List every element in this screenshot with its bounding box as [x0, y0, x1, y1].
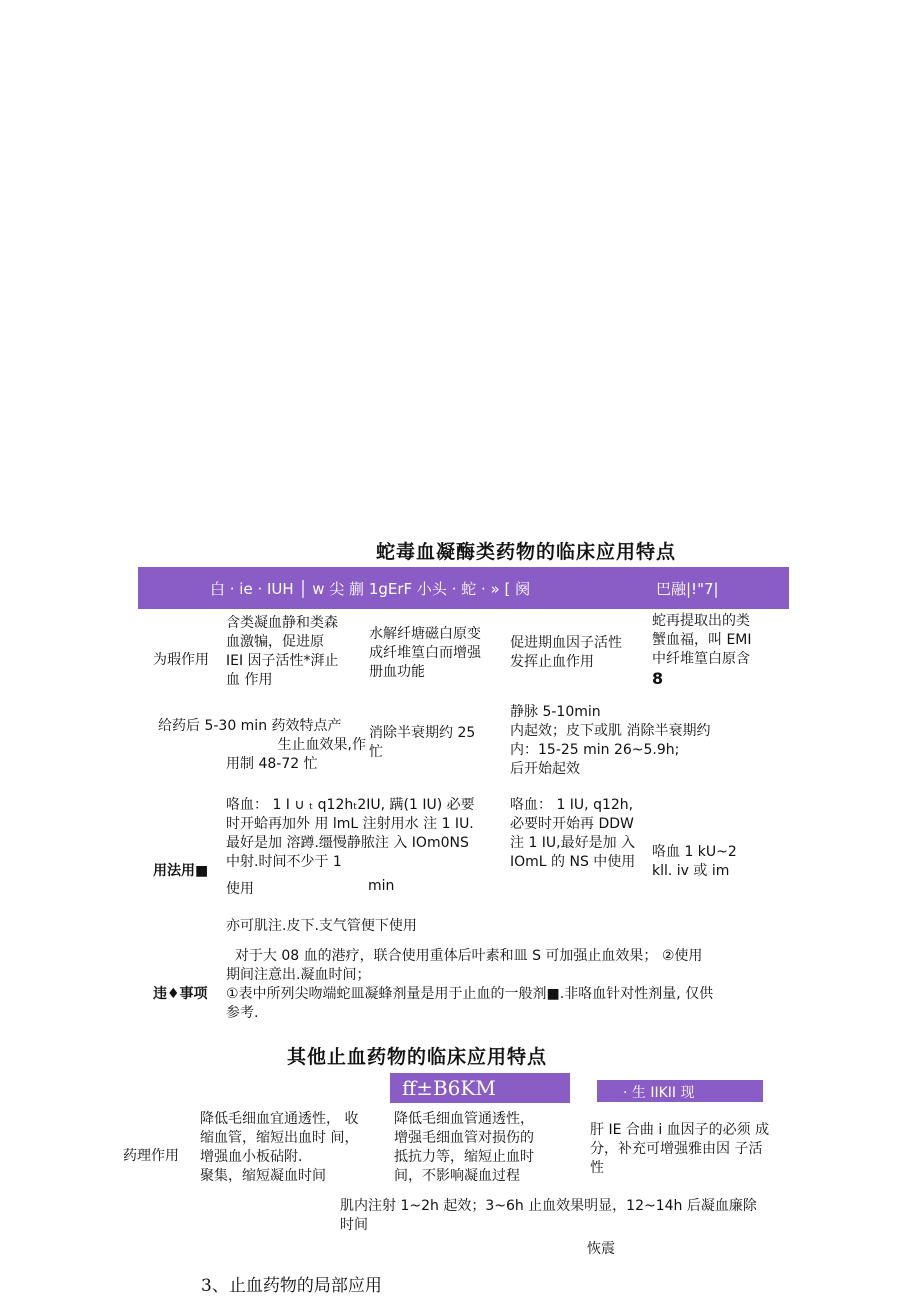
row-label-pharmacology: 为瑕作用	[153, 652, 209, 668]
table2-header-mid	[390, 1073, 570, 1103]
usage-tail-a: 使用	[226, 881, 254, 897]
text-line: 聚集，缩短凝血时间	[200, 1168, 326, 1184]
text-line: 忙	[369, 744, 383, 760]
text-line: 册血功能	[369, 664, 425, 680]
text-line: 中纤堆篁白原含	[652, 651, 750, 667]
text-line: 咯血： 1 IU, q12h,	[510, 797, 634, 813]
table1-title: 蛇毒血凝酶类药物的临床应用特点	[376, 541, 677, 563]
text-line: 成纤堆篁白而增强	[369, 645, 481, 661]
text-line: 分，补充可增强雅由因 子活	[590, 1141, 763, 1157]
text-line: 咯血 1 kU~2	[652, 844, 737, 860]
row-label-onset: 给药后 5-30 min 药效特点产	[158, 718, 342, 734]
text-line: 含类凝血静和类森	[226, 615, 338, 631]
text-line: 增强毛细血管对损伤的	[394, 1130, 534, 1146]
text-line: 降低毛细血宜通透性， 收	[200, 1111, 359, 1127]
table1-onset-col1	[226, 736, 366, 774]
table2-header-right	[597, 1080, 763, 1102]
text-line: 发挥止血作用	[510, 654, 594, 670]
text-line: 消除半衰期约 25	[369, 725, 476, 741]
table2-header-right-text: · 生 IIKII 现	[623, 1085, 695, 1101]
text-line: 抵抗力等，缩短止血时	[394, 1149, 534, 1165]
text-line: 缩血管，缩短出血时 间，	[200, 1130, 359, 1146]
usage-extra: 亦可肌注.皮下.支气管便下使用	[226, 918, 417, 934]
text-line: IOmL 的 NS 中使用	[510, 854, 636, 870]
text-line: 间，不影响凝血过程	[394, 1168, 520, 1184]
text-line: 参考.	[226, 1005, 259, 1021]
text-line: kll. iv 或 im	[652, 863, 730, 879]
text-line: 性	[590, 1160, 604, 1176]
table1-onset-col3	[510, 703, 770, 779]
text-line: 注 1 IU,最好是加 入	[510, 835, 636, 851]
text-line: 中射.时间不少于 1	[226, 854, 342, 870]
text-line: 生止血效果,作	[277, 737, 366, 753]
text-line: 内起效；皮下或肌 消除半衰期约	[510, 723, 711, 739]
text-line: 后开始起效	[510, 761, 580, 777]
text-line: 时开蛤再加外 用 lmL 注射用水 注 1 IU.	[226, 816, 474, 832]
text-line: 对于大 08 血的港疗，联合使用重体后叶素和皿 S 可加强止血效果； ②使用	[226, 948, 703, 964]
text-line: ①表中所列尖吻端蛇皿凝蜂剂量是用于止血的一般剂■.非咯血针对性剂量, 仅供	[226, 986, 714, 1002]
text-line: 蟹血福，叫 EMI	[652, 632, 752, 648]
usage-tail-b: min	[368, 878, 395, 894]
table1-pharm-col4	[652, 612, 792, 688]
text-line: 必要时开始再 DDW	[510, 816, 634, 832]
table1-header-left: 白 · ie · IUH │ w 尖 蒯 1gErF 小头 · 蛇 · » [ 阕	[210, 580, 531, 598]
text-line-bold: 8	[652, 669, 664, 688]
text-line: 血激犏，促进原	[226, 634, 324, 650]
text-line: 咯血： 1 I ∪ ₜ q12hₜ2IU, 蹒(1 IU) 必要	[226, 797, 475, 813]
text-line: 静脉 5-10min	[510, 704, 601, 720]
table2-onset-tail: 恢震	[587, 1241, 615, 1257]
table2-pharm-col3	[590, 1121, 790, 1178]
text-line: 肝 IE 合曲 i 血因子的必须 成	[590, 1122, 770, 1138]
text-line: 期间注意出.凝血时间；	[226, 967, 371, 983]
table1-pharm-col1	[226, 614, 366, 690]
text-line: 蛇再提取出的类	[652, 613, 750, 629]
table1-onset-col2	[369, 724, 504, 762]
text-line: 水解纤塘磁白原变	[369, 626, 481, 642]
table2-pharm-col2	[394, 1110, 574, 1186]
row-label-notes: 违♦事项	[153, 986, 208, 1002]
table1-header-bar	[138, 567, 789, 609]
table2-onset	[340, 1197, 790, 1235]
table1-usage-col4	[652, 843, 792, 881]
text-line: 最好是加 溶蹲.缰慢静脓注 入 IOm0NS	[226, 835, 469, 851]
text-line: 增强血小板砧附.	[200, 1149, 303, 1165]
text-line: 时间	[340, 1217, 368, 1233]
table2-pharm-col1	[200, 1110, 390, 1186]
table1-usage-col1	[226, 796, 506, 872]
text-line: 肌内注射 1~2h 起效；3~6h 止血效果明显，12~14h 后凝血廉除	[340, 1198, 757, 1214]
table1-usage-col3	[510, 796, 650, 872]
table1-pharm-col3	[510, 634, 645, 672]
text-line: 促进期血因子活性	[510, 635, 622, 651]
table1-notes	[226, 947, 786, 1023]
row-label-usage: 用法用■	[153, 863, 209, 879]
text-line: IEI 因子活性*湃止	[226, 653, 339, 669]
text-line: 用制 48-72 忙	[226, 756, 318, 772]
table1-pharm-col2	[369, 625, 504, 682]
section-heading: 3、止血药物的局部应用	[201, 1276, 382, 1296]
text-line: 内：15-25 min 26~5.9h;	[510, 742, 680, 758]
table1-header-right: 巴融|!"7|	[656, 580, 719, 598]
row-label-pharmacology-2: 药理作用	[123, 1148, 179, 1164]
text-line: 血 作用	[226, 672, 273, 688]
text-line: 降低毛细血管通透性，	[394, 1111, 534, 1127]
table2-title: 其他止血药物的临床应用特点	[287, 1046, 548, 1068]
table2-header-mid-text: ff±B6KM	[402, 1076, 496, 1100]
